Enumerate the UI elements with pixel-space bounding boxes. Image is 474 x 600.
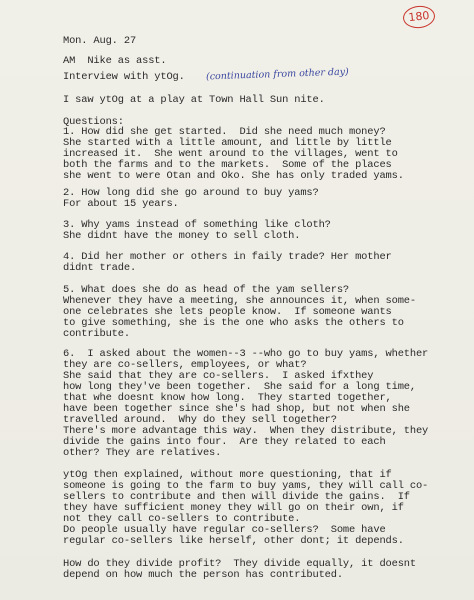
typed-line: She started with a little amount, and little by little: [63, 137, 392, 149]
typed-line: I saw ytOg at a play at Town Hall Sun nite.: [63, 94, 325, 106]
typed-line: that whe doesnt know how long. They started together,: [63, 392, 392, 404]
typed-line: she went to were Otan and Oko. She has only traded yams.: [63, 170, 404, 182]
typed-line: 4. Did her mother or others in faily trade? Her mother: [63, 251, 392, 263]
typed-line: divide the gains into four. Are they related to each: [63, 436, 386, 448]
typed-line: 1. How did she get started. Did she need much money?: [63, 126, 386, 138]
typed-line: didnt trade.: [63, 262, 137, 274]
typed-line: to give something, she is the one who asks the others to: [63, 317, 404, 329]
typed-line: 3. Why yams instead of something like cloth?: [63, 219, 331, 231]
typed-line: both the farms and to the markets. Some of the places: [63, 159, 392, 171]
typed-line: someone is going to the farm to buy yams, they will call co-: [63, 480, 429, 492]
typed-line: She said that they are co-sellers. I asked ifxthey: [63, 370, 374, 382]
typed-line: increased it. She went around to the villages, went to: [63, 148, 398, 160]
typed-line: have been together since she's had shop, but not when she: [63, 403, 410, 415]
typed-line: regular co-sellers like herself, other dont; it depends.: [63, 535, 404, 547]
typed-line: For about 15 years.: [63, 198, 179, 210]
typed-line: ytOg then explained, without more questioning, that if: [63, 469, 392, 481]
page-number-circle: 180: [402, 4, 436, 29]
typed-line: how long they've been together. She said for a long time,: [63, 381, 416, 393]
typed-line: travelled around. Why do they sell together?: [63, 414, 337, 426]
typed-line: AM Nike as asst.: [63, 55, 167, 67]
typed-line: they are co-sellers, employees, or what?: [63, 359, 307, 371]
typed-line: 5. What does she do as head of the yam sellers?: [63, 284, 350, 296]
typed-line: they have sufficient money they will go on their own, if: [63, 502, 404, 514]
typed-line: Questions:: [63, 116, 124, 128]
typed-line: sellers to contribute and then will divide the gains. If: [63, 491, 410, 503]
handwritten-note: (continuation from other day): [205, 66, 349, 83]
typed-line: contribute.: [63, 328, 130, 340]
typed-line: How do they divide profit? They divide equally, it doesnt: [63, 558, 416, 570]
typed-line: Interview with ytOg.: [63, 71, 185, 83]
typed-line: Do people usually have regular co-sellers? Some have: [63, 524, 386, 536]
typed-line: depend on how much the person has contributed.: [63, 569, 343, 581]
typed-line: other? They are relatives.: [63, 447, 222, 459]
typed-line: Mon. Aug. 27: [63, 35, 137, 47]
typed-line: There's more advantage this way. When they distribute, they: [63, 425, 429, 437]
typed-line: Whenever they have a meeting, she announces it, when some-: [63, 295, 416, 307]
typed-line: 2. How long did she go around to buy yams?: [63, 187, 319, 199]
typed-line: She didnt have the money to sell cloth.: [63, 230, 301, 242]
typed-line: one celebrates she lets people know. If someone wants: [63, 306, 392, 318]
typed-line: not they call co-sellers to contribute.: [63, 513, 301, 525]
typed-line: 6. I asked about the women--3 --who go to buy yams, whether: [63, 348, 429, 360]
